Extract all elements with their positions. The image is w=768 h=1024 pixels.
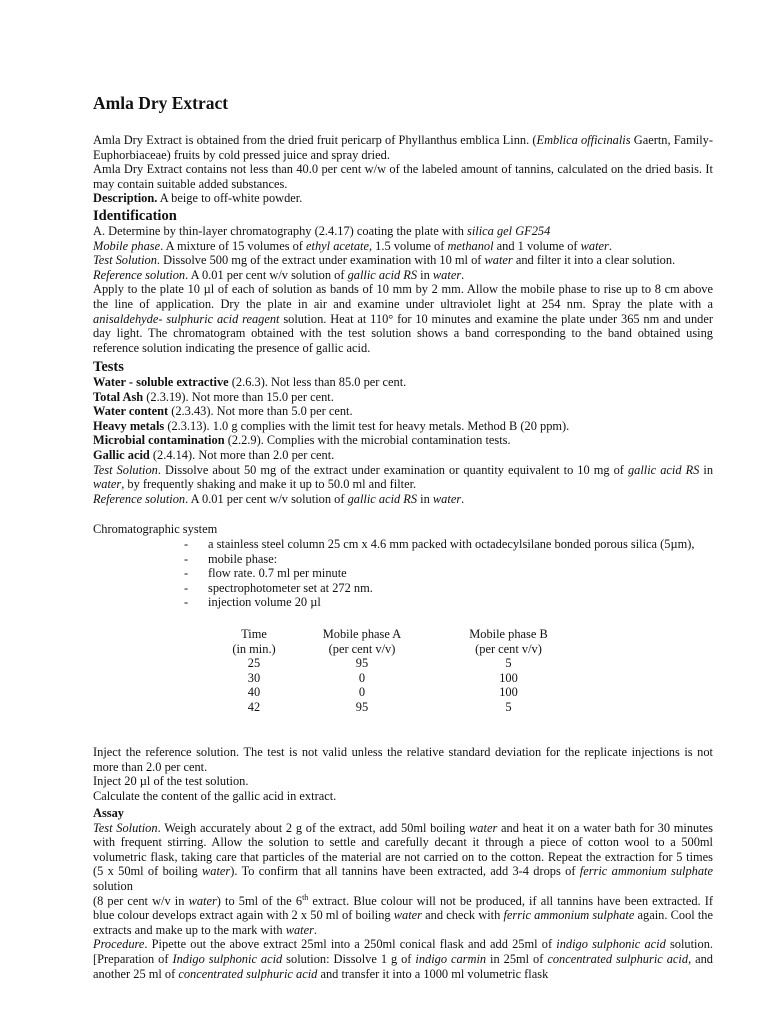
table-cell: 25 xyxy=(247,656,261,671)
validity-paragraph: Inject the reference solution. The test is not valid unless the relative standard deviation for the replicate injections is not more than 2.0 per cent. xyxy=(93,745,713,774)
reference-solution-line: Reference solution. A 0.01 per cent w/v solution of gallic acid RS in water. xyxy=(93,267,465,282)
table-subheader: (per cent v/v) xyxy=(328,641,396,656)
gradient-table xyxy=(211,627,590,715)
table-cell: 95 xyxy=(355,699,369,714)
list-item: - a stainless steel column 25 cm x 4.6 mm packed with octadecylsilane bonded porous silica (5µm), xyxy=(184,537,695,551)
table-cell: 5 xyxy=(505,656,512,671)
table-row xyxy=(211,671,590,686)
intro-paragraph-1: Amla Dry Extract is obtained from the dried fruit pericarp of Phyllanthus emblica Linn. (Emblica officinalis Gaertn, Family- Euphorbiaceae) fruits by cold pressed juice and spray dried. xyxy=(93,133,713,162)
tests-section xyxy=(93,359,713,506)
table-header-row xyxy=(211,627,590,642)
table-row xyxy=(211,685,590,700)
water-content: Water content (2.3.43). Not more than 5.0 per cent. xyxy=(93,404,353,419)
assay-heading: Assay xyxy=(93,806,124,820)
table-cell: 40 xyxy=(247,685,261,700)
water-soluble-extractive: Water - soluble extractive (2.6.3). Not less than 85.0 per cent. xyxy=(93,375,407,389)
page-title: Amla Dry Extract xyxy=(93,93,229,113)
identification-a: A. Determine by thin-layer chromatography (2.4.17) coating the plate with silica gel GF254 xyxy=(93,224,551,238)
total-ash: Total Ash (2.3.19). Not more than 15.0 per cent. xyxy=(93,389,334,404)
application-paragraph: Apply to the plate 10 µl of each of solution as bands of 10 mm by 2 mm. Allow the mobile phase to rise up to 8 cm above the line of application. Dry the plate in air and examine under ultraviolet light at 254 nm. Spray the plate with a anisaldehyde- sulphuric acid reagent solution. Heat at 110° for 10 minutes and examine the plate under 365 nm and under day light. The chromatogram obtained with the test solution shows a band corresponding to the band obtained using reference solution indicating the presence of gallic acid. xyxy=(93,282,713,355)
table-cell: 0 xyxy=(358,685,366,700)
tests-test-solution: Test Solution. Dissolve about 50 mg of the extract under examination or quantity equivalent to 10 mg of gallic acid RS in water, by frequently shaking and make it up to 50.0 ml and filter. xyxy=(93,462,714,492)
table-cell: 42 xyxy=(247,699,261,714)
table-cell: 100 xyxy=(499,670,518,685)
list-item: - flow rate. 0.7 ml per minute xyxy=(184,566,347,581)
assay-test-solution: Test Solution. Weigh accurately about 2 g of the extract, add 50ml boiling water and heat it on a water bath for 30 minutes with frequent stirring. Allow the solution to settle and carefully decant it through a piece of cotton wool to a 500ml volumetric flask, taking care that particles of the material are not carried on to the cotton. Repeat the extraction for 5 times (5 x 50ml of boiling water). To confirm that all tannins have been extracted, add 3-4 drops of ferric ammonium sulphate solution xyxy=(93,820,714,893)
table-row xyxy=(211,700,590,715)
inject-test-line: Inject 20 µl of the test solution. xyxy=(93,774,249,789)
table-subheader: (per cent v/v) xyxy=(475,641,542,656)
chromatographic-heading: Chromatographic system xyxy=(93,522,218,536)
table-subheader: (in min.) xyxy=(232,641,276,656)
assay-section xyxy=(93,806,713,981)
test-solution-line: Test Solution. Dissolve 500 mg of the extract under examination with 10 ml of water and filter it into a clear solution. xyxy=(93,253,676,268)
intro-section xyxy=(93,133,713,206)
post-table-section xyxy=(93,745,713,803)
heavy-metals: Heavy metals (2.3.13). 1.0 g complies with the limit test for heavy metals. Method B (20 ppm). xyxy=(93,418,570,433)
table-cell: 100 xyxy=(499,685,518,700)
mobile-phase-line: Mobile phase. A mixture of 15 volumes of ethyl acetate, 1.5 volume of methanol and 1 volume of water. xyxy=(93,238,612,253)
calculate-line: Calculate the content of the gallic acid in extract. xyxy=(93,788,337,803)
assay-paragraph-2: (8 per cent w/v in water) to 5ml of the 6th extract. Blue colour will not be produced, if all tannins have been extracted. If blue colour develops extract again with 2 x 50 ml of boiling water and check with ferric ammonium sulphate again. Cool the extracts and make up to the mark with water. xyxy=(93,892,713,937)
gallic-acid: Gallic acid (2.4.14). Not more than 2.0 per cent. xyxy=(93,447,335,462)
table-header: Mobile phase A xyxy=(322,627,402,641)
list-item: - spectrophotometer set at 272 nm. xyxy=(184,580,373,595)
microbial-contamination: Microbial contamination (2.2.9). Complies with the microbial contamination tests. xyxy=(93,433,511,448)
table-cell: 95 xyxy=(355,656,369,671)
assay-procedure: Procedure. Pipette out the above extract 25ml into a 250ml conical flask and add 25ml of indigo sulphonic acid solution. [Preparation of Indigo sulphonic acid solution: Dissolve 1 g of indigo carmin in 25ml of concentrated sulphuric acid, and another 25 ml of concentrated sulphuric acid and transfer it into a 1000 ml volumetric flask xyxy=(93,937,713,981)
table-row xyxy=(211,656,590,671)
list-item: - injection volume 20 µl xyxy=(184,595,321,610)
description-line: Description. A beige to off-white powder. xyxy=(93,191,303,206)
table-header: Mobile phase B xyxy=(469,627,548,641)
list-item: - mobile phase: xyxy=(184,551,278,566)
table-subheader-row xyxy=(211,642,590,657)
identification-section xyxy=(93,208,713,355)
tests-heading: Tests xyxy=(93,359,124,375)
table-header: Time xyxy=(241,627,267,641)
chromatographic-list xyxy=(93,537,713,610)
identification-heading: Identification xyxy=(93,208,177,224)
table-cell: 0 xyxy=(358,670,366,685)
intro-paragraph-2: Amla Dry Extract contains not less than 40.0 per cent w/w of the labeled amount of tannins, calculated on the dried basis. It may contain suitable added substances. xyxy=(93,162,713,191)
tests-reference-solution: Reference solution. A 0.01 per cent w/v solution of gallic acid RS in water. xyxy=(93,491,465,506)
table-cell: 30 xyxy=(247,670,261,685)
table-cell: 5 xyxy=(505,699,512,714)
